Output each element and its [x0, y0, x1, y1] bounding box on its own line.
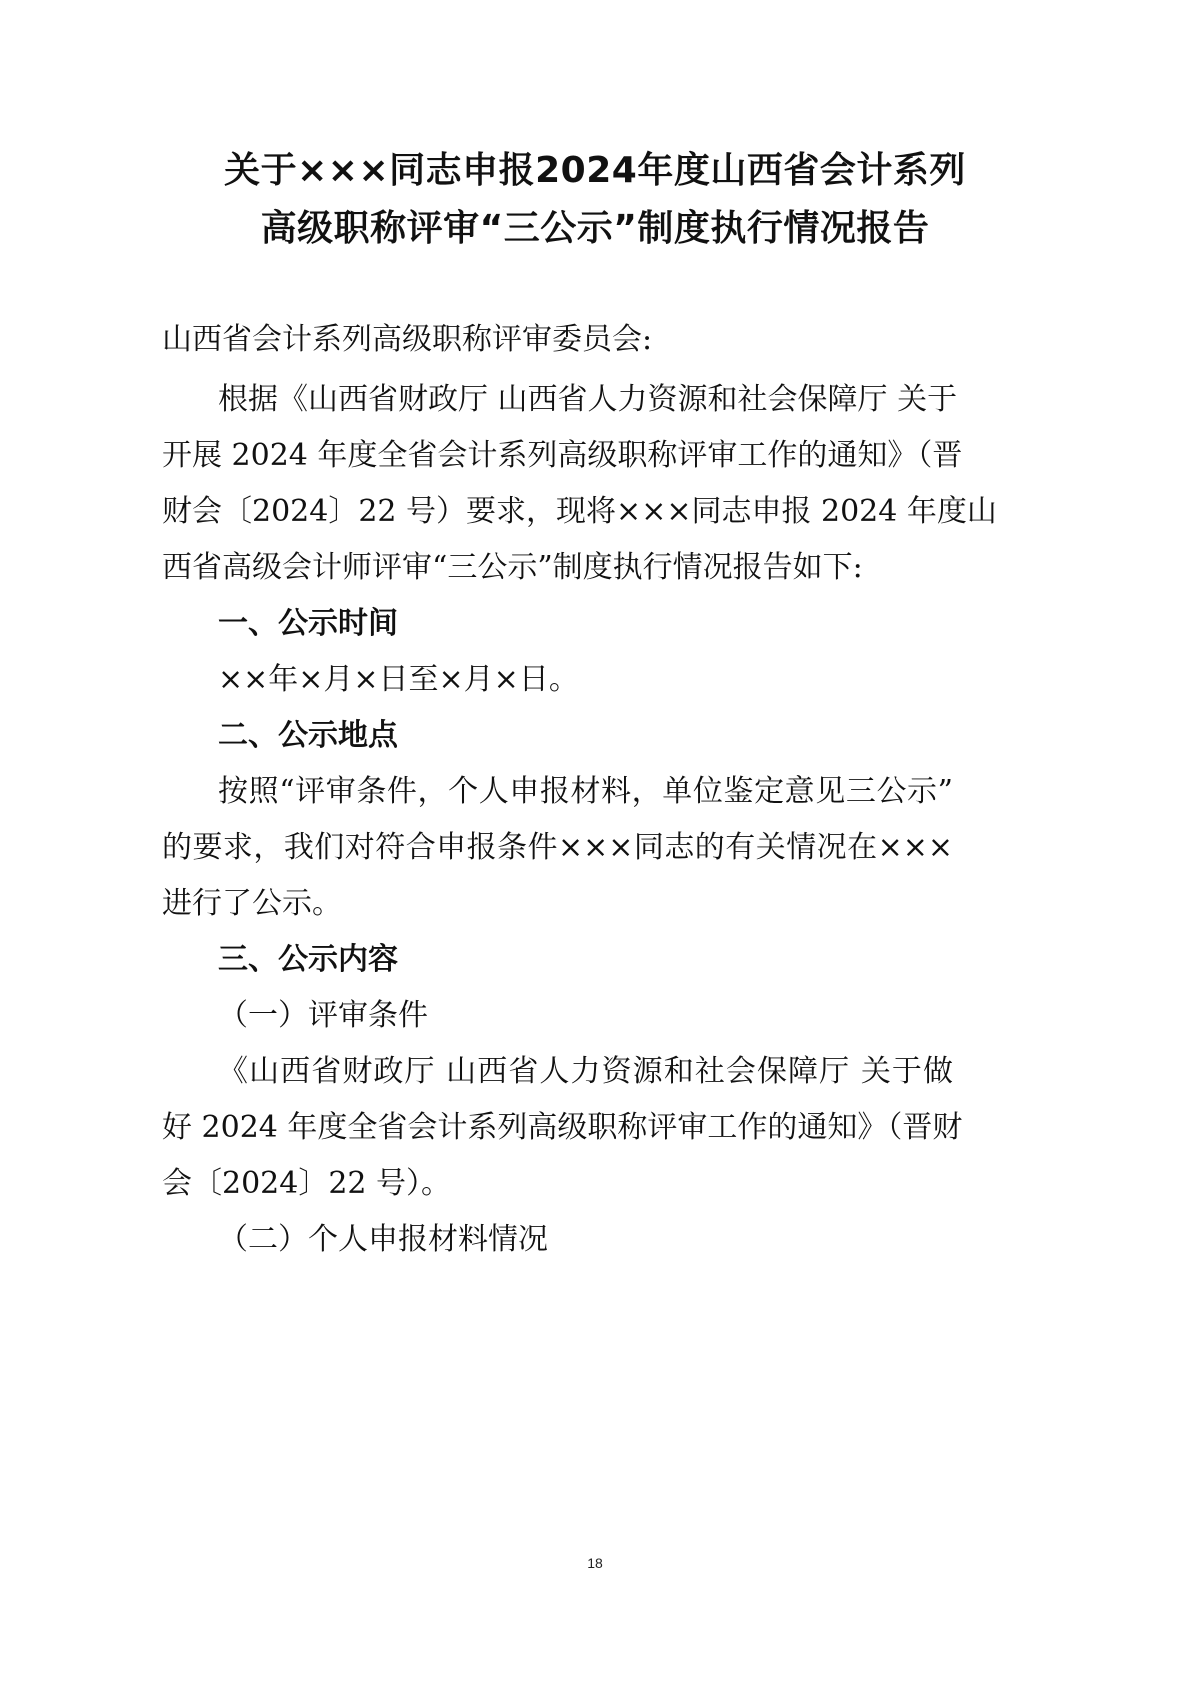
section-2-line-3: 进行了公示。	[162, 886, 342, 921]
subsection-1-line-1: 《山西省财政厅 山西省人力资源和社会保障厅 关于做	[218, 1054, 953, 1089]
subsection-1-line-2: 好 2024 年度全省会计系列高级职称评审工作的通知》（晋财	[162, 1110, 963, 1145]
section-3-heading: 三、公示内容	[218, 942, 398, 977]
section-2-line-2: 的要求，我们对符合申报条件×××同志的有关情况在×××	[162, 830, 953, 865]
intro-line-3: 财会〔2024〕22 号）要求，现将×××同志申报 2024 年度山	[162, 494, 997, 529]
section-2-line-1: 按照“评审条件，个人申报材料，单位鉴定意见三公示”	[218, 774, 953, 809]
title-line-2: 高级职称评审“三公示”制度执行情况报告	[260, 208, 930, 249]
subsection-1-heading: （一）评审条件	[218, 998, 428, 1033]
intro-line-4: 西省高级会计师评审“三公示”制度执行情况报告如下:	[162, 550, 863, 585]
page-number: 18	[587, 1555, 603, 1571]
subsection-1-line-3: 会〔2024〕22 号）。	[162, 1166, 452, 1201]
salutation: 山西省会计系列高级职称评审委员会:	[162, 322, 653, 357]
intro-line-1: 根据《山西省财政厅 山西省人力资源和社会保障厅 关于	[218, 382, 958, 417]
subsection-2-heading: （二）个人申报材料情况	[218, 1222, 548, 1257]
section-1-heading: 一、公示时间	[218, 606, 398, 641]
title-line-1: 关于×××同志申报2024年度山西省会计系列	[224, 150, 966, 191]
intro-line-2: 开展 2024 年度全省会计系列高级职称评审工作的通知》（晋	[162, 438, 963, 473]
section-1-text: ××年×月×日至×月×日。	[218, 662, 579, 697]
section-2-heading: 二、公示地点	[218, 718, 398, 753]
